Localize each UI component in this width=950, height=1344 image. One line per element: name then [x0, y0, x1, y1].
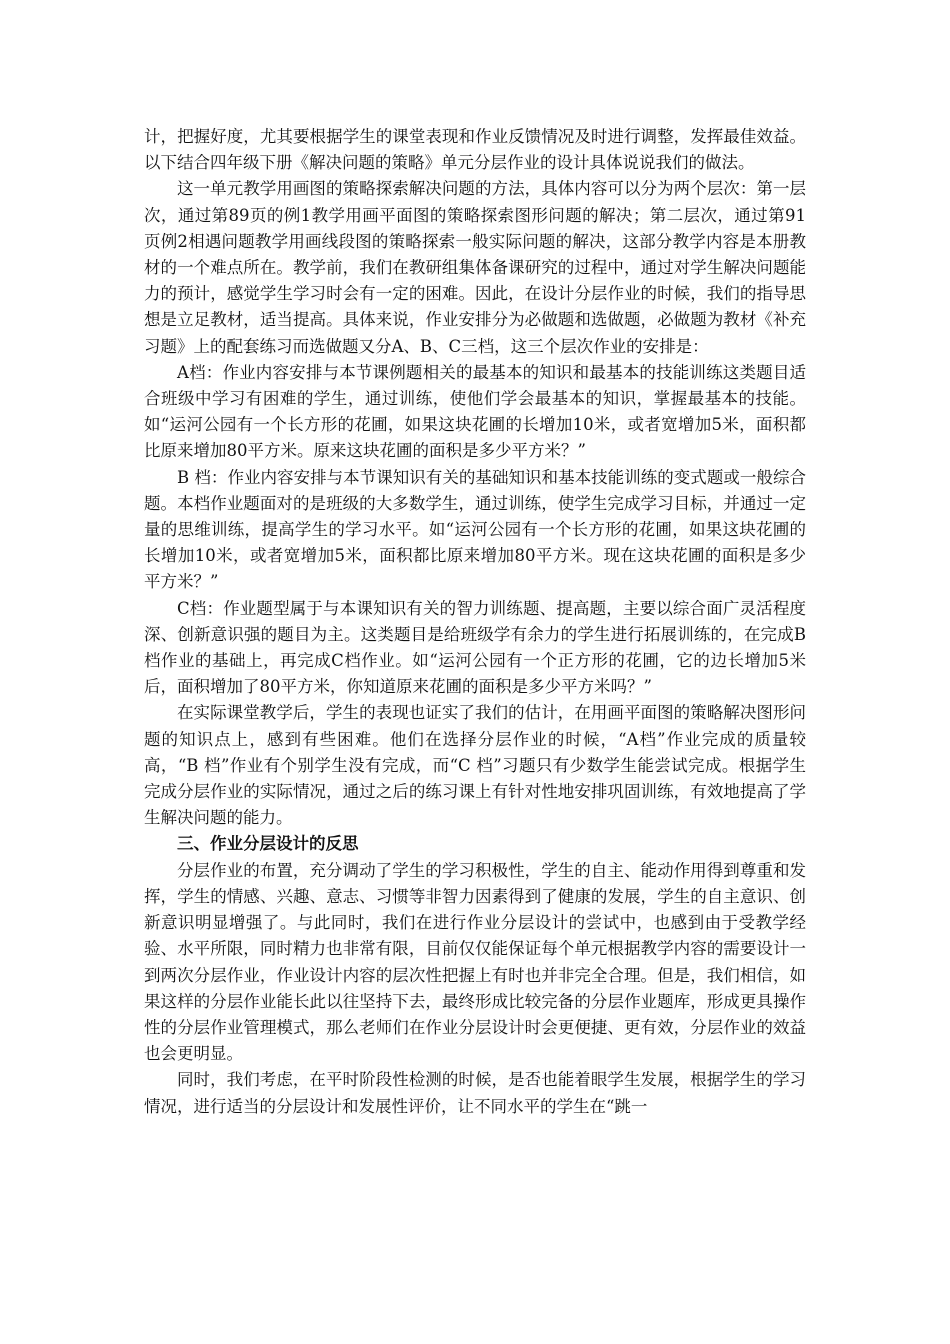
paragraph-classroom-results: 在实际课堂教学后，学生的表现也证实了我们的估计，在用画平面图的策略解决图形问题的知识点上，感到有些困难。他们在选择分层作业的时候，“A档”作业完成的质量较高，“B 档”作业有个别学生没有完成，而“C 档”习题只有少数学生能尝试完成。根据学生完成分层作业的实际情况，通过之后的练习课上有针对性地安排巩固训练，有效地提高了学生解决问题的能力。: [144, 703, 806, 828]
section-heading-reflection: 三、作业分层设计的反思: [177, 834, 359, 854]
paragraph-assessment: 同时，我们考虑，在平时阶段性检测的时候，是否也能着眼学生发展，根据学生的学习情况，进行适当的分层设计和发展性评价，让不同水平的学生在“跳一: [144, 1070, 806, 1116]
paragraph-reflection: 分层作业的布置，充分调动了学生的学习积极性，学生的自主、能动作用得到尊重和发挥，学生的情感、兴趣、意志、习惯等非智力因素得到了健康的发展，学生的自主意识、创新意识明显增强了。与此同时，我们在进行作业分层设计的尝试中，也感到由于受教学经验、水平所限，同时精力也非常有限，目前仅仅能保证每个单元根据教学内容的需要设计一到两次分层作业，作业设计内容的层次性把握上有时也并非完全合理。但是，我们相信，如果这样的分层作业能长此以往坚持下去，最终形成比较完备的分层作业题库，形成更具操作性的分层作业管理模式，那么老师们在作业分层设计时会更便捷、更有效，分层作业的效益也会更明显。: [144, 860, 806, 1064]
paragraph-level-c: C档：作业题型属于与本课知识有关的智力训练题、提高题，主要以综合面广灵活程度深、创新意识强的题目为主。这类题目是给班级学有余力的学生进行拓展训练的，在完成B档作业的基础上，再完成C档作业。如“运河公园有一个正方形的花圃，它的边长增加5米后，面积增加了80平方米，你知道原来花圃的面积是多少平方米吗？”: [144, 598, 806, 697]
paragraph-unit-overview: 这一单元教学用画图的策略探索解决问题的方法，具体内容可以分为两个层次：第一层次，通过第89页的例1教学用画平面图的策略探索图形问题的解决；第二层次，通过第91页例2相遇问题教学用画线段图的策略探索一般实际问题的解决，这部分教学内容是本册教材的一个难点所在。教学前，我们在教研组集体备课研究的过程中，通过对学生解决问题能力的预计，感觉学生学习时会有一定的困难。因此，在设计分层作业的时候，我们的指导思想是立足教材，适当提高。具体来说，作业安排分为必做题和选做题，必做题为教材《补充习题》上的配套练习而选做题又分A、B、C三档，这三个层次作业的安排是：: [144, 179, 806, 356]
paragraph-level-b: B 档：作业内容安排与本节课知识有关的基础知识和基本技能训练的变式题或一般综合题。本档作业题面对的是班级的大多数学生，通过训练，使学生完成学习目标，并通过一定量的思维训练，提高学生的学习水平。如“运河公园有一个长方形的花圃，如果这块花圃的长增加10米，或者宽增加5米，面积都比原来增加80平方米。现在这块花圃的面积是多少平方米？”: [144, 467, 806, 592]
paragraph-continuation: 计，把握好度，尤其要根据学生的课堂表现和作业反馈情况及时进行调整，发挥最佳效益。以下结合四年级下册《解决问题的策略》单元分层作业的设计具体说说我们的做法。: [144, 127, 806, 173]
paragraph-level-a: A档：作业内容安排与本节课例题相关的最基本的知识和最基本的技能训练这类题目适合班级中学习有困难的学生，通过训练，使他们学会最基本的知识，掌握最基本的技能。如“运河公园有一个长方形的花圃，如果这块花圃的长增加10米，或者宽增加5米，面积都比原来增加80平方米。原来这块花圃的面积是多少平方米？”: [144, 362, 806, 461]
document-body: [144, 124, 806, 1120]
